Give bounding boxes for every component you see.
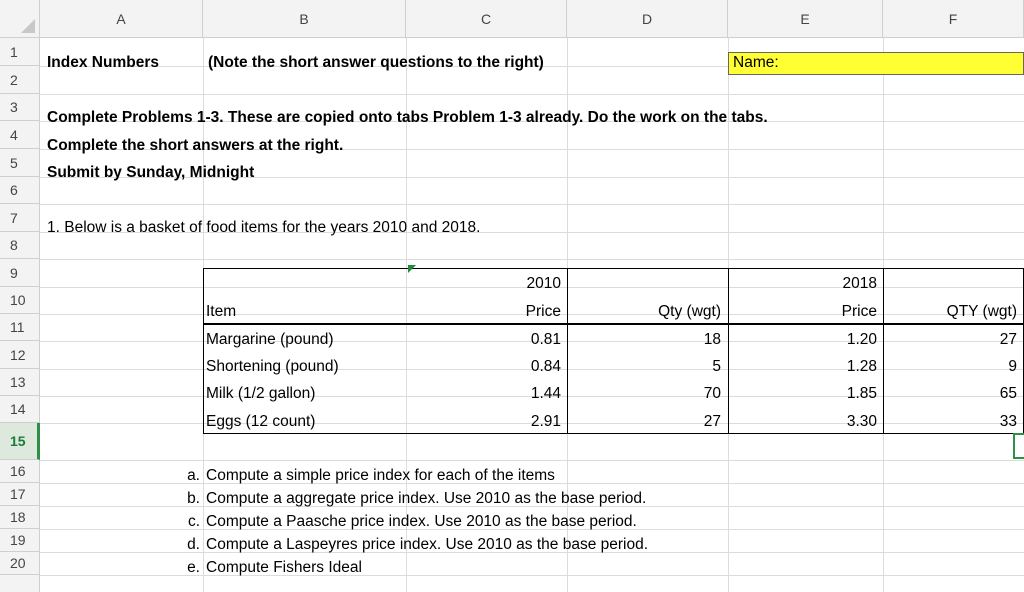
row-header-12[interactable]: 12 (0, 341, 40, 369)
row-header-14[interactable]: 14 (0, 396, 40, 423)
select-all-corner[interactable] (0, 0, 40, 38)
column-header-f[interactable]: F (883, 0, 1024, 38)
header-price-2018[interactable]: Price (841, 303, 877, 320)
table-cell-qty-2010[interactable]: 5 (712, 358, 721, 375)
table-cell-price-2010[interactable]: 2.91 (530, 413, 561, 430)
table-cell-price-2010[interactable]: 0.84 (530, 358, 561, 375)
column-header-d[interactable]: D (567, 0, 728, 38)
header-qty-2010[interactable]: Qty (wgt) (658, 303, 721, 320)
grid-line (40, 259, 1024, 260)
row-header-7[interactable]: 7 (0, 204, 40, 232)
question-letter[interactable]: b. (187, 490, 200, 507)
row-header-8[interactable]: 8 (0, 232, 40, 259)
grid-line (40, 94, 1024, 95)
cell-e1[interactable]: Name: (733, 54, 779, 71)
question-text[interactable]: Compute a simple price index for each of the items (206, 467, 555, 484)
row-header-15[interactable]: 15 (0, 423, 40, 460)
row-header-4[interactable]: 4 (0, 121, 40, 149)
question-text[interactable]: Compute Fishers Ideal (206, 559, 362, 576)
question-text[interactable]: Compute a Laspeyres price index. Use 2010 as the base period. (206, 536, 649, 553)
row-header-6[interactable]: 6 (0, 177, 40, 204)
row-header-16[interactable]: 16 (0, 460, 40, 483)
table-cell-qty-2010[interactable]: 70 (703, 385, 721, 402)
row-header-13[interactable]: 13 (0, 369, 40, 396)
table-header-rule (203, 323, 1024, 325)
cell-a4[interactable]: Complete the short answers at the right. (47, 137, 344, 154)
row-header-19[interactable]: 19 (0, 529, 40, 552)
cell-a5[interactable]: Submit by Sunday, Midnight (47, 164, 255, 181)
column-header-e[interactable]: E (728, 0, 883, 38)
column-header-b[interactable]: B (203, 0, 406, 38)
row-header-10[interactable]: 10 (0, 287, 40, 314)
table-cell-price-2018[interactable]: 1.85 (846, 385, 877, 402)
grid-line (40, 204, 1024, 205)
column-header-c[interactable]: C (406, 0, 567, 38)
question-letter[interactable]: d. (187, 536, 200, 553)
question-letter[interactable]: c. (187, 513, 200, 530)
question-letter[interactable]: a. (187, 467, 200, 484)
header-price-2010[interactable]: Price (525, 303, 561, 320)
cell-a1[interactable]: Index Numbers (47, 54, 159, 71)
table-cell-price-2018[interactable]: 1.20 (846, 331, 877, 348)
table-cell-qty-2010[interactable]: 18 (703, 331, 721, 348)
row-header-18[interactable]: 18 (0, 506, 40, 529)
table-cell-price-2010[interactable]: 0.81 (530, 331, 561, 348)
question-text[interactable]: Compute a aggregate price index. Use 2010 as the base period. (206, 490, 647, 507)
column-header-a[interactable]: A (40, 0, 203, 38)
table-cell-item-name[interactable]: Milk (1/2 gallon) (206, 385, 316, 402)
table-cell-qty-2018[interactable]: 9 (1008, 358, 1017, 375)
table-cell-qty-2010[interactable]: 27 (703, 413, 721, 430)
error-indicator-icon (408, 265, 416, 273)
table-cell-qty-2018[interactable]: 27 (999, 331, 1017, 348)
table-cell-item-name[interactable]: Margarine (pound) (206, 331, 334, 348)
row-header-17[interactable]: 17 (0, 483, 40, 506)
table-cell-qty-2018[interactable]: 33 (999, 413, 1017, 430)
cell-a3[interactable]: Complete Problems 1-3. These are copied onto tabs Problem 1-3 already. Do the work on the tabs. (47, 109, 768, 126)
cell-a7[interactable]: 1. Below is a basket of food items for the years 2010 and 2018. (47, 219, 481, 236)
row-header-11[interactable]: 11 (0, 314, 40, 341)
table-cell-price-2018[interactable]: 3.30 (846, 413, 877, 430)
question-letter[interactable]: e. (187, 559, 200, 576)
table-2010-qty-block (567, 268, 729, 434)
table-cell-item-name[interactable]: Shortening (pound) (206, 358, 339, 375)
header-item[interactable]: Item (206, 303, 237, 320)
year-2018-label[interactable]: 2018 (842, 275, 877, 292)
header-qty-2018[interactable]: QTY (wgt) (946, 303, 1017, 320)
year-2010-label[interactable]: 2010 (526, 275, 561, 292)
row-header-2[interactable]: 2 (0, 66, 40, 94)
cell-b1[interactable]: (Note the short answer questions to the right) (208, 54, 544, 71)
row-header-3[interactable]: 3 (0, 94, 40, 121)
row-header-partial[interactable] (0, 575, 40, 592)
grid-line (40, 460, 1024, 461)
question-text[interactable]: Compute a Paasche price index. Use 2010 as the base period. (206, 513, 637, 530)
table-cell-price-2018[interactable]: 1.28 (846, 358, 877, 375)
table-2018-qty-block (883, 268, 1024, 434)
active-cell-selection[interactable] (1013, 433, 1024, 459)
table-cell-item-name[interactable]: Eggs (12 count) (206, 413, 316, 430)
row-header-1[interactable]: 1 (0, 38, 40, 66)
row-header-5[interactable]: 5 (0, 149, 40, 177)
row-header-9[interactable]: 9 (0, 259, 40, 287)
table-cell-qty-2018[interactable]: 65 (999, 385, 1017, 402)
table-cell-price-2010[interactable]: 1.44 (530, 385, 561, 402)
row-header-20[interactable]: 20 (0, 552, 40, 575)
